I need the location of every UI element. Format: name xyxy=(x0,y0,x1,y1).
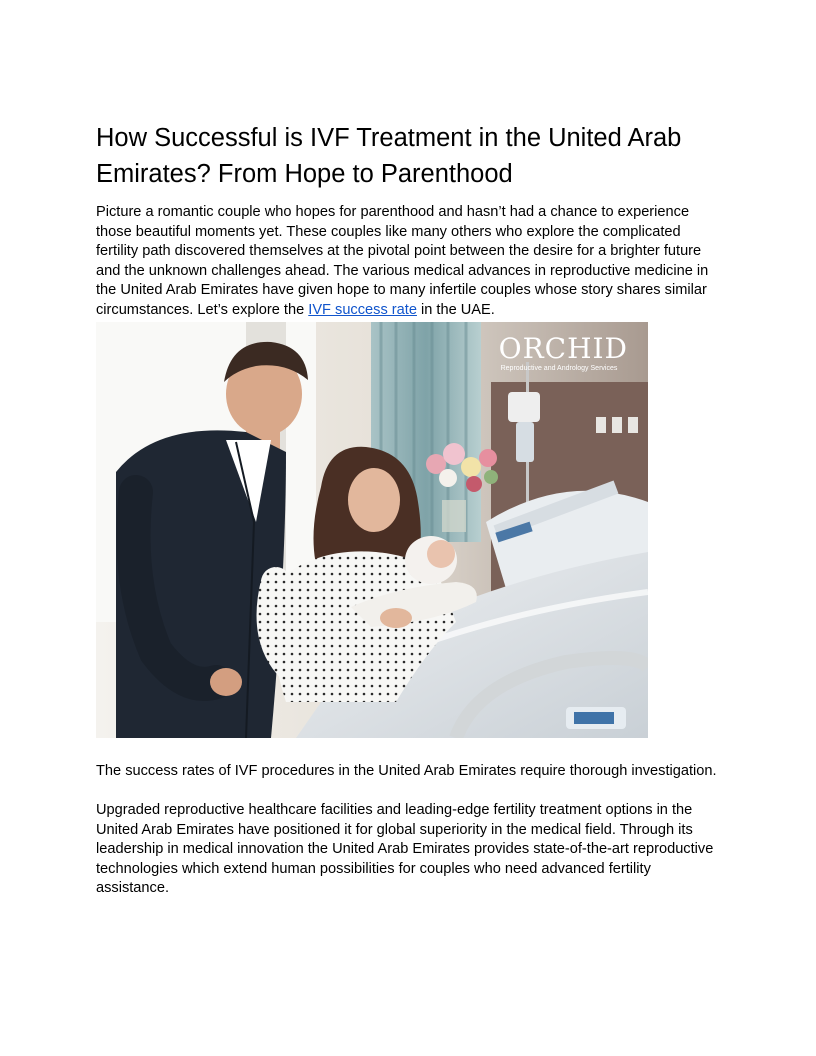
ivf-success-rate-link[interactable]: IVF success rate xyxy=(308,301,417,318)
article-title: How Successful is IVF Treatment in the United Arab Emirates? From Hope to Parenthood xyxy=(96,124,682,188)
paragraph-healthcare-facilities: Upgraded reproductive healthcare facilities and leading-edge fertility treatment options in the United Arab Emirates have positioned it for global superiority in the medical field. Through its leadership in medical innovation the United Arab Emirates provides state-of-the-art reproductive technologies which extend human possibilities for couples who need advanced fertility assistance. xyxy=(96,802,714,896)
hospital-scene-illustration xyxy=(96,322,648,738)
logo-subtitle: Reproductive and Andrology Services xyxy=(500,365,618,372)
logo-wordmark: ORCHID xyxy=(498,332,628,365)
intro-paragraph xyxy=(96,203,720,320)
intro-text: Picture a romantic couple who hopes for parenthood and hasn’t had a chance to experience those beautiful moments yet. These couples like many others who explore the complicated fertility path discovered themselves at the pivotal point between the desire for a brighter future and the unknown challenges ahead. The various medical advances in reproductive medicine in the United Arab Emirates have given hope to many infertile couples whose story shares similar circumstances. Let’s explore the xyxy=(96,204,709,318)
document-page xyxy=(96,120,720,899)
hero-image xyxy=(96,322,648,738)
paragraph-success-rates: The success rates of IVF procedures in the United Arab Emirates require thorough investigation. xyxy=(96,763,717,779)
intro-end: in the UAE. xyxy=(416,301,495,318)
orchid-logo xyxy=(499,334,628,373)
